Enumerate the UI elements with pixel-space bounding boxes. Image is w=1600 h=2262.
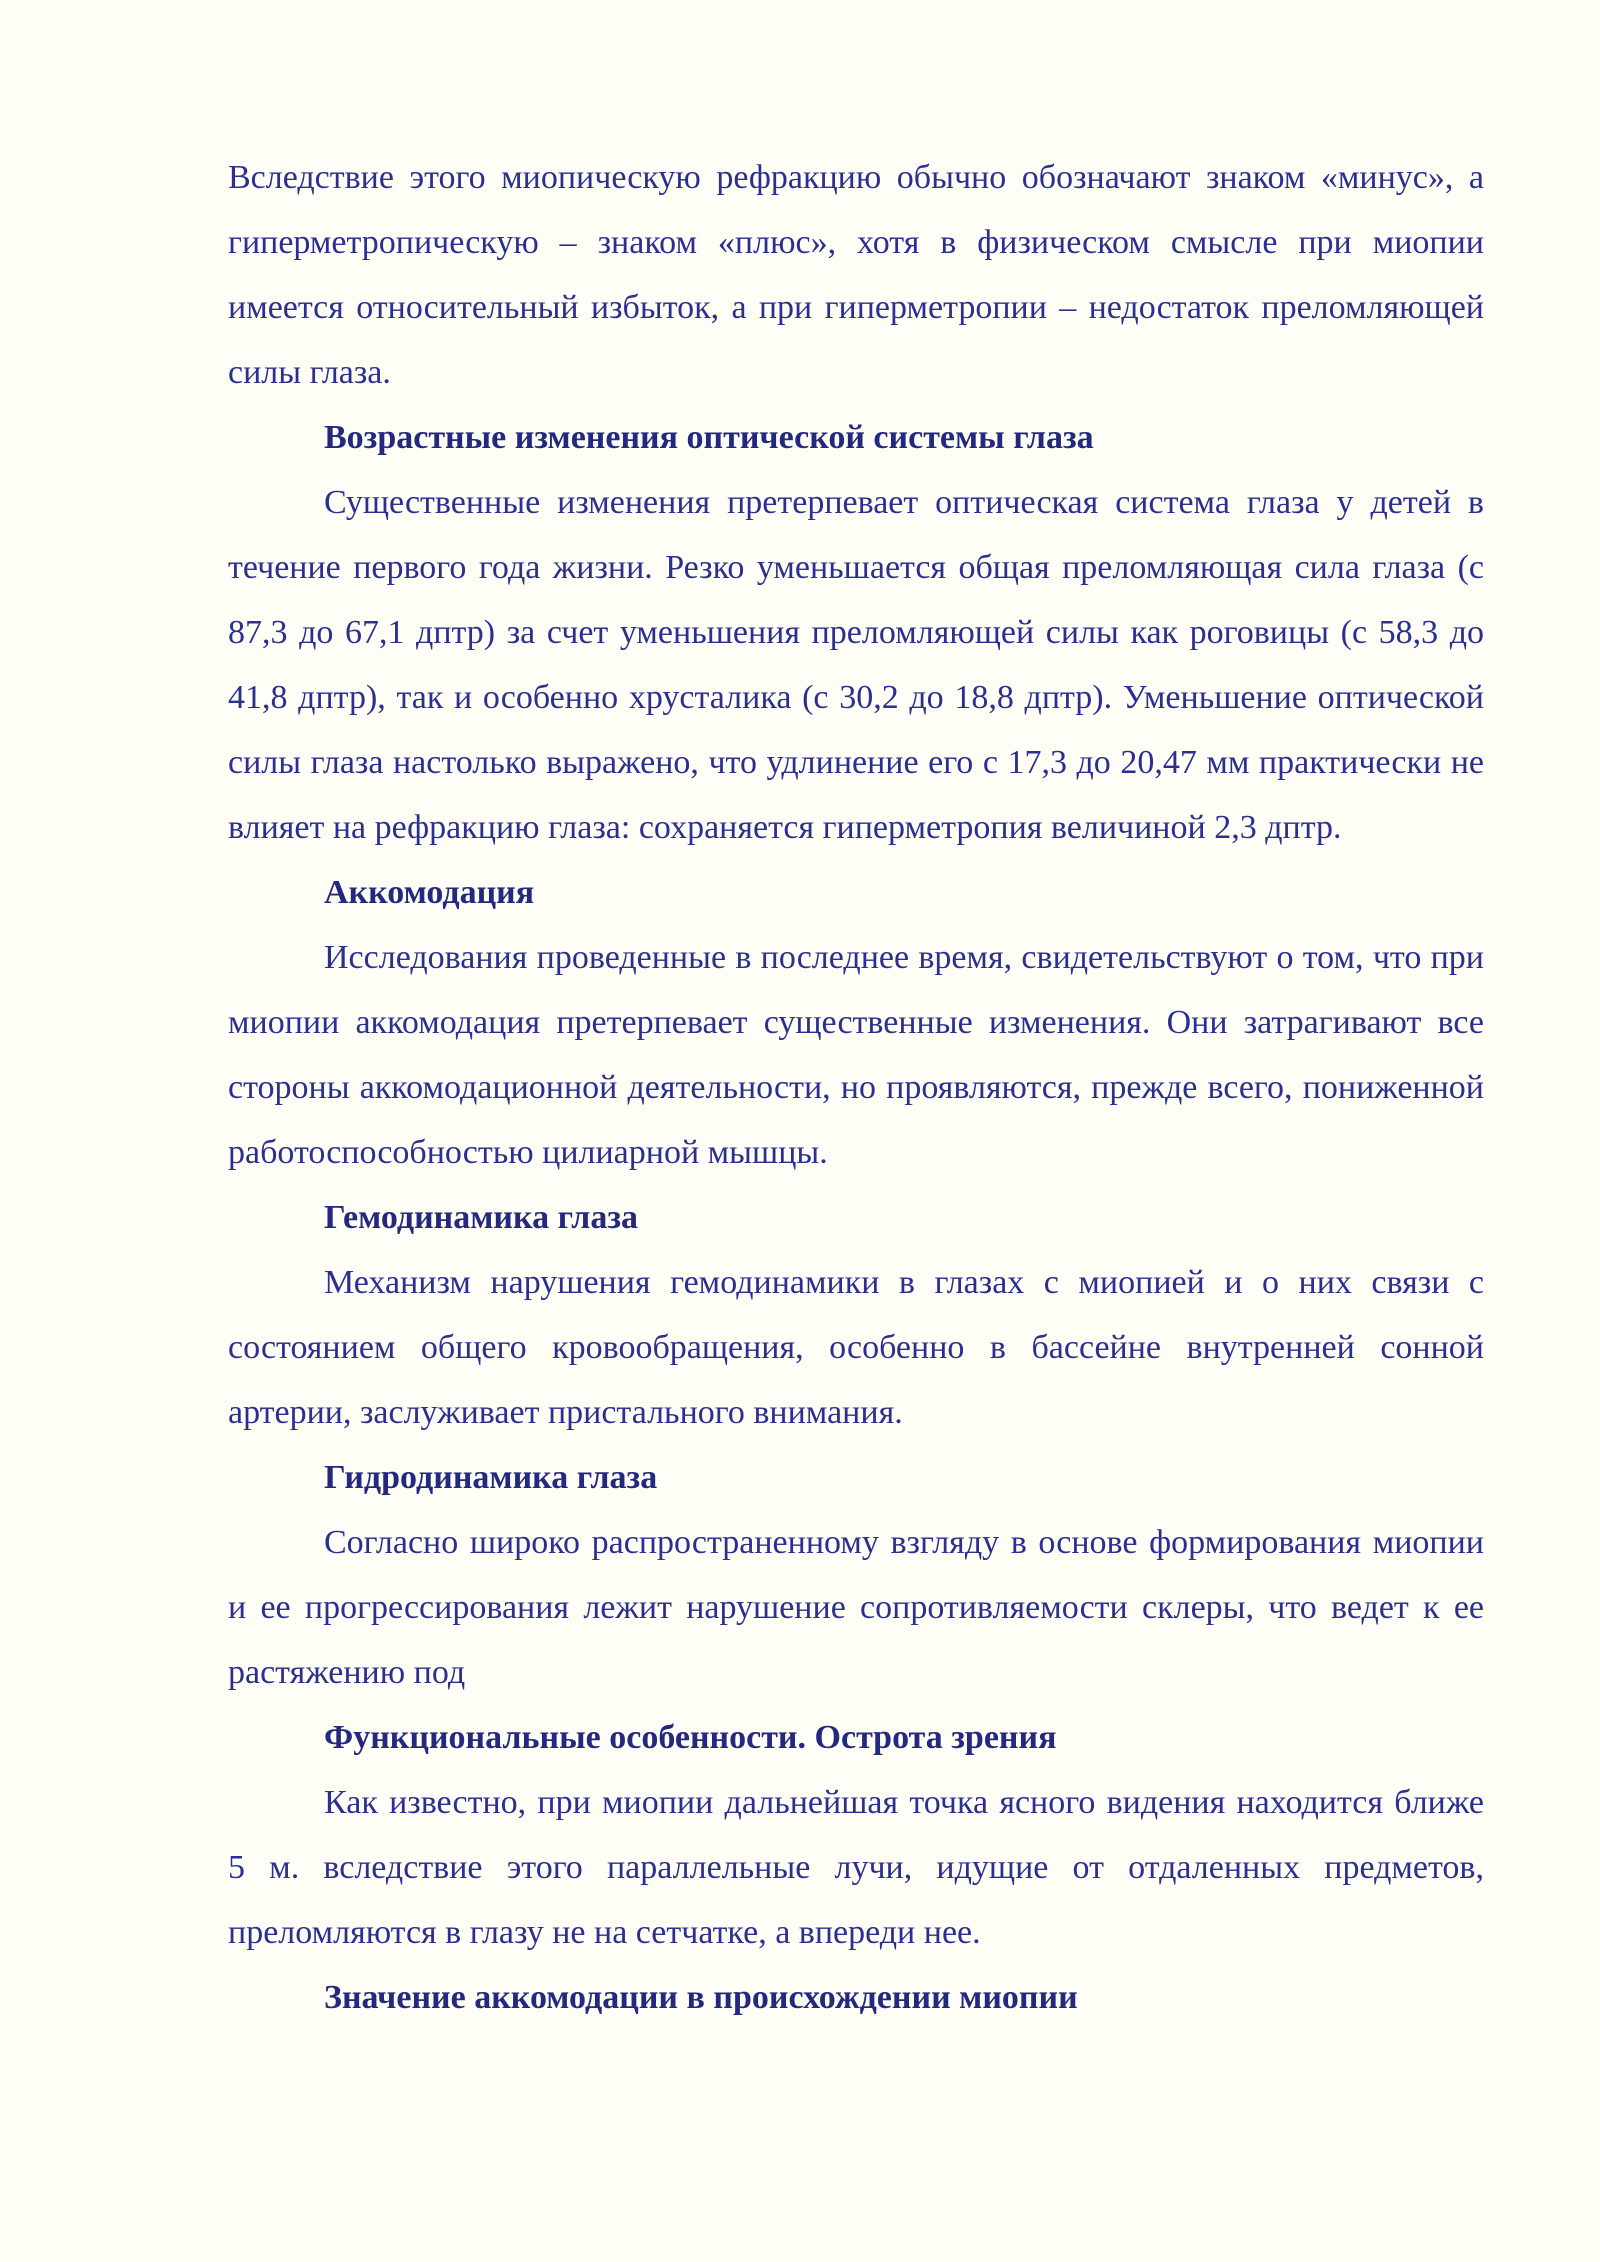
document-page [228, 145, 1484, 2030]
paragraph-functional-features: Как известно, при миопии дальнейшая точка ясного видения находится ближе 5 м. вследствие этого параллельные лучи, идущие от отдаленных предметов, преломляются в глазу не на сетчатке, а впереди нее. [228, 1784, 1484, 1951]
heading-functional-features: Функциональные особенности. Острота зрения [324, 1719, 1057, 1756]
heading-accommodation-significance: Значение аккомодации в происхождении миопии [324, 1979, 1078, 2016]
paragraph-age-changes: Существенные изменения претерпевает оптическая система глаза у детей в течение первого года жизни. Резко уменьшается общая преломляющая сила глаза (с 87,3 до 67,1 дптр) за счет уменьшения преломляющей силы как роговицы (с 58,3 до 41,8 дптр), так и особенно хрусталика (с 30,2 до 18,8 дптр). Уменьшение оптической силы глаза настолько выражено, что удлинение его с 17,3 до 20,47 мм практически не влияет на рефракцию глаза: сохраняется гиперметропия величиной 2,3 дптр. [228, 484, 1484, 846]
heading-hemodynamics: Гемодинамика глаза [324, 1199, 639, 1236]
paragraph-hemodynamics: Механизм нарушения гемодинамики в глазах с миопией и о них связи с состоянием общего кровообращения, особенно в бассейне внутренней сонной артерии, заслуживает пристального внимания. [228, 1264, 1484, 1431]
heading-accommodation: Аккомодация [324, 874, 535, 911]
paragraph-accommodation: Исследования проведенные в последнее время, свидетельствуют о том, что при миопии аккомодация претерпевает существенные изменения. Они затрагивают все стороны аккомодационной деятельности, но проявляются, прежде всего, пониженной работоспособностью цилиарной мышцы. [228, 939, 1484, 1171]
paragraph-intro: Вследствие этого миопическую рефракцию обычно обозначают знаком «минус», а гиперметропическую – знаком «плюс», хотя в физическом смысле при миопии имеется относительный избыток, а при гиперметропии – недостаток преломляющей силы глаза. [228, 159, 1484, 391]
paragraph-hydrodynamics: Согласно широко распространенному взгляду в основе формирования миопии и ее прогрессирования лежит нарушение сопротивляемости склеры, что ведет к ее растяжению под [228, 1524, 1484, 1691]
heading-hydrodynamics: Гидродинамика глаза [324, 1459, 658, 1496]
heading-age-changes: Возрастные изменения оптической системы глаза [324, 419, 1094, 456]
